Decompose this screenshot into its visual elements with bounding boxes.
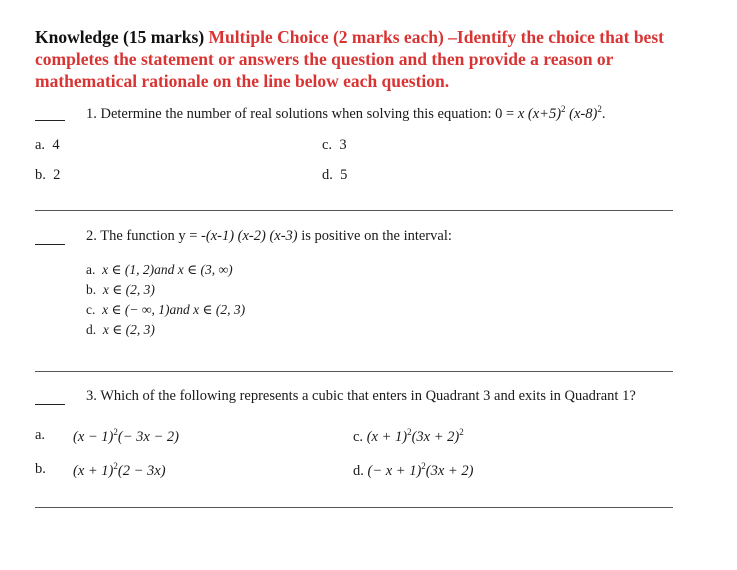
option-value: 5 <box>340 167 348 183</box>
answer-blank-q1[interactable] <box>35 120 65 121</box>
option-letter: c. <box>353 429 364 445</box>
option-expression: (x + 1) <box>73 463 114 479</box>
question-text-end: is positive on the interval: <box>297 228 452 244</box>
q2-option-a[interactable] <box>86 262 233 278</box>
option-value: 4 <box>52 137 60 153</box>
exponent: 2 <box>113 461 118 471</box>
option-letter: a. <box>35 427 46 443</box>
exponent: 2 <box>459 427 464 437</box>
q3-option-c[interactable] <box>353 427 464 446</box>
option-letter: b. <box>35 461 46 477</box>
answer-blank-q3[interactable] <box>35 404 65 405</box>
question-1 <box>86 104 605 123</box>
question-number: 1. <box>86 106 97 122</box>
question-2 <box>86 228 452 245</box>
section-title: Knowledge (15 marks) <box>35 27 209 47</box>
option-expression: (x + 1) <box>366 429 408 445</box>
option-interval: x ∈ (1, 2)and x ∈ (3, ∞) <box>102 262 233 277</box>
question-3 <box>86 388 636 405</box>
exponent: 2 <box>407 427 412 437</box>
exponent: 2 <box>113 427 118 437</box>
q2-option-c[interactable] <box>86 302 245 318</box>
option-letter: c. <box>86 302 96 317</box>
option-letter: b. <box>86 282 97 297</box>
option-expression: (x − 1) <box>73 429 114 445</box>
option-interval: x ∈ (2, 3) <box>102 322 155 337</box>
rationale-line-q1[interactable] <box>35 210 673 211</box>
option-interval: x ∈ (− ∞, 1)and x ∈ (2, 3) <box>102 302 246 317</box>
equation-factor: x (x+5) <box>517 106 562 122</box>
answer-blank-q2[interactable] <box>35 244 65 245</box>
q3-option-d[interactable] <box>353 461 473 480</box>
rationale-line-q3[interactable] <box>35 507 673 508</box>
option-expression: (3x + 2) <box>411 429 460 445</box>
q1-option-c[interactable] <box>322 137 347 154</box>
question-number: 2. <box>86 228 97 244</box>
option-expression: (2 − 3x) <box>117 463 166 479</box>
option-interval: x ∈ (2, 3) <box>102 282 155 297</box>
exponent: 2 <box>421 461 426 471</box>
option-letter: b. <box>35 167 46 183</box>
instructions-text: Multiple Choice (2 marks each) –Identify the choice that best completes the statement or answers the question and then provide a reason or mathematical rationale on the line below each question. <box>35 27 664 91</box>
option-expression: (− 3x − 2) <box>117 429 179 445</box>
q1-option-d[interactable] <box>322 167 347 184</box>
question-text: Determine the number of real solutions when solving this equation: 0 = <box>100 106 518 122</box>
q2-option-b[interactable] <box>86 282 155 298</box>
option-expression: (− x + 1) <box>367 463 422 479</box>
option-letter: d. <box>86 322 97 337</box>
option-letter: a. <box>86 262 96 277</box>
exponent: 2 <box>561 104 566 114</box>
equation: -(x-1) (x-2) (x-3) <box>201 228 298 244</box>
equation-end: . <box>601 106 606 122</box>
question-text: Which of the following represents a cubic that enters in Quadrant 3 and exits in Quadrant 1? <box>100 388 636 404</box>
instructions-heading <box>35 26 715 92</box>
option-letter: d. <box>322 167 333 183</box>
option-letter: c. <box>322 137 333 153</box>
q1-option-a[interactable] <box>35 137 60 154</box>
option-letter: a. <box>35 137 46 153</box>
option-letter: d. <box>353 463 364 479</box>
rationale-line-q2[interactable] <box>35 371 673 372</box>
question-text: The function y = <box>100 228 202 244</box>
question-number: 3. <box>86 388 97 404</box>
option-value: 3 <box>339 137 347 153</box>
equation-factor: (x-8) <box>565 106 598 122</box>
exponent: 2 <box>597 104 602 114</box>
option-value: 2 <box>53 167 61 183</box>
option-expression: (3x + 2) <box>425 463 474 479</box>
q2-option-d[interactable] <box>86 322 155 338</box>
q3-option-b[interactable] <box>35 461 166 479</box>
q3-option-a[interactable] <box>35 427 179 445</box>
q1-option-b[interactable] <box>35 167 60 184</box>
